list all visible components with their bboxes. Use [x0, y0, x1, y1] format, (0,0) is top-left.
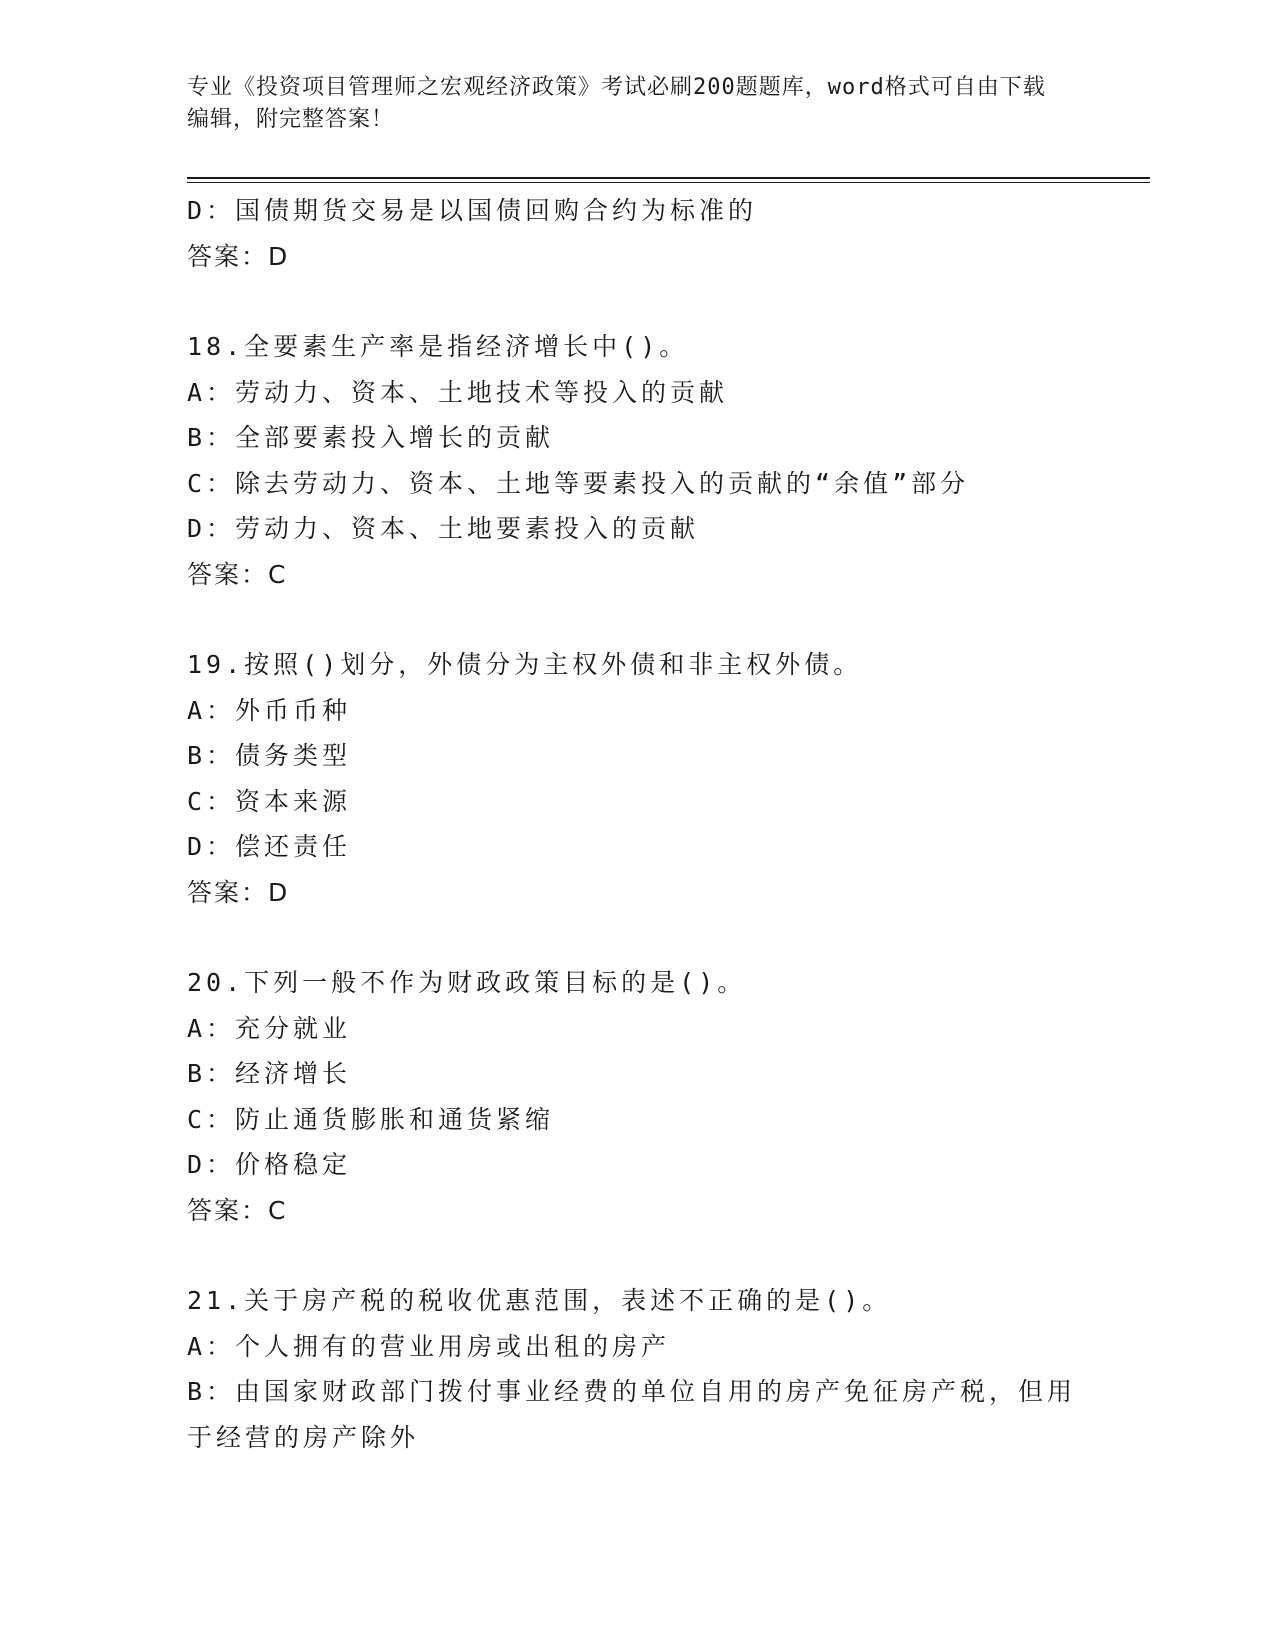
q20-option-d: D：价格稳定: [187, 1150, 352, 1179]
q17-answer: 答案：D: [187, 241, 290, 271]
question-list: [187, 188, 1087, 1460]
q18-stem: 18.全要素生产率是指经济增长中()。: [187, 332, 689, 361]
q17-option-d: D：国债期货交易是以国债回购合约为标准的: [187, 196, 758, 225]
q18-option-a: A：劳动力、资本、土地技术等投入的贡献: [187, 377, 729, 407]
q20-option-c: C：防止通货膨胀和通货紧缩: [187, 1104, 555, 1134]
q21-stem: 21.关于房产税的税收优惠范围，表述不正确的是()。: [187, 1286, 892, 1315]
q19-answer: 答案：D: [187, 877, 290, 907]
q19-option-a: A：外币币种: [187, 695, 352, 725]
spacer: [187, 597, 1087, 642]
q18-option-d: D：劳动力、资本、土地要素投入的贡献: [187, 514, 700, 543]
q19-option-b: B：债务类型: [187, 741, 352, 770]
q20-answer: 答案：C: [187, 1195, 288, 1225]
page-header: 专业《投资项目管理师之宏观经济政策》考试必刷200题题库，word格式可自由下载编辑，附完整答案！: [187, 75, 1046, 132]
q18-answer: 答案：C: [187, 559, 288, 589]
spacer: [187, 279, 1087, 324]
q21-option-b: B：由国家财政部门拨付事业经费的单位自用的房产免征房产税，但用于经营的房产除外: [187, 1377, 1077, 1452]
q20-option-a: A：充分就业: [187, 1013, 352, 1043]
spacer: [187, 915, 1087, 960]
spacer: [187, 1233, 1087, 1278]
q20-stem: 20.下列一般不作为财政政策目标的是()。: [187, 968, 747, 997]
q19-option-c: C：资本来源: [187, 786, 352, 816]
q19-stem: 19.按照()划分，外债分为主权外债和非主权外债。: [187, 650, 863, 679]
q18-option-c: C：除去劳动力、资本、土地等要素投入的贡献的“余值”部分: [187, 468, 970, 498]
header-divider: [187, 177, 1150, 183]
q20-option-b: B：经济增长: [187, 1059, 352, 1088]
q21-option-a: A：个人拥有的营业用房或出租的房产: [187, 1331, 671, 1361]
q19-option-d: D：偿还责任: [187, 832, 352, 861]
q18-option-b: B：全部要素投入增长的贡献: [187, 423, 555, 452]
